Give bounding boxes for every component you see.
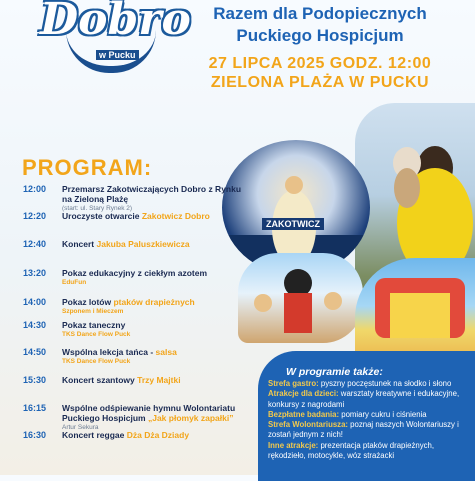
extras-key: Bezpłatne badania: bbox=[268, 409, 340, 419]
program-time: 14:00 bbox=[22, 297, 46, 307]
extras-text: poznaj naszych Wolontariuszy i zostań jednym z nich! bbox=[268, 420, 459, 440]
program-highlight: Trzy Majtki bbox=[137, 375, 181, 385]
program-highlight: ptaków drapieżnych bbox=[113, 297, 195, 307]
logo-place: w Pucku bbox=[96, 50, 139, 60]
program-desc bbox=[62, 375, 242, 385]
extras-key: Inne atrakcje: bbox=[268, 440, 319, 450]
program-time: 14:50 bbox=[22, 347, 46, 357]
extras-item bbox=[268, 410, 473, 420]
extras-text: pyszny poczęstunek na słodko i słono bbox=[318, 379, 452, 388]
program-time: 16:15 bbox=[22, 403, 46, 413]
title-line-2: Puckiego Hospicjum bbox=[236, 26, 404, 45]
program-text: Wspólna lekcja tańca - bbox=[62, 347, 156, 357]
program-performer: Szponem i Mieczem bbox=[62, 308, 124, 315]
program-desc bbox=[62, 239, 242, 249]
program-time: 12:00 bbox=[22, 184, 46, 194]
event-date: 27 LIPCA 2025 GODZ. 12:00 bbox=[208, 55, 432, 72]
program-text: Koncert bbox=[62, 239, 97, 249]
program-time: 14:30 bbox=[22, 320, 46, 330]
extras-item bbox=[268, 379, 473, 389]
program-highlight: Zakotwicz Dobro bbox=[141, 211, 210, 221]
program-highlight: „Jak płomyk zapałki” bbox=[147, 413, 234, 423]
extras-text: prezentacja ptaków drapieżnych, rękodzieło, motocykle, wóz strażacki bbox=[268, 440, 435, 461]
photo-children-mascot bbox=[238, 253, 363, 343]
program-performer: EduFun bbox=[62, 279, 87, 286]
extras-text: warsztaty kreatywne i edukacyjne, konkursy z nagrodami bbox=[268, 389, 460, 409]
logo-word: Dobro bbox=[40, 0, 191, 45]
extras-item bbox=[268, 389, 473, 410]
extras-text: pomiary cukru i ciśnienia bbox=[339, 409, 427, 419]
extras-key: Atrakcje dla dzieci: bbox=[268, 389, 339, 399]
program-text: Uroczyste otwarcie bbox=[62, 211, 142, 221]
program-time: 15:30 bbox=[22, 375, 46, 385]
program-desc bbox=[62, 430, 242, 440]
program-text: Koncert reggae bbox=[62, 430, 127, 440]
program-text: Koncert szantowy bbox=[62, 375, 138, 385]
program-desc bbox=[62, 211, 242, 221]
program-highlight: Jakuba Paluszkiewicza bbox=[96, 239, 190, 249]
kids-scene-illustration bbox=[238, 253, 363, 343]
program-text: Przemarsz Zakotwiczających Dobro z Rynku na Zieloną Plażę bbox=[62, 184, 242, 204]
program-text: Pokaz lotów bbox=[62, 297, 114, 307]
extras-key: Strefa Wolontariusza: bbox=[268, 420, 349, 430]
program-desc bbox=[62, 320, 242, 339]
program-highlight: salsa bbox=[155, 347, 177, 357]
program-desc bbox=[62, 297, 242, 316]
extras-item bbox=[268, 441, 473, 462]
program-performer: TKS Dance Flow Puck bbox=[62, 358, 131, 365]
program-desc bbox=[62, 403, 242, 432]
program-time: 12:20 bbox=[22, 211, 46, 221]
extras-heading: W programie także: bbox=[286, 366, 383, 378]
program-heading: PROGRAM: bbox=[22, 155, 153, 180]
program-highlight: Dża Dża Dziady bbox=[126, 430, 190, 440]
program-time: 12:40 bbox=[22, 239, 46, 249]
program-time: 16:30 bbox=[22, 430, 46, 440]
program-text: Wspólne odśpiewanie hymnu Wolontariatu Puckiego Hospicjum bbox=[62, 403, 236, 423]
program-performer: (start: ul. Stary Rynek 2) bbox=[62, 205, 133, 212]
program-desc bbox=[62, 184, 242, 213]
program-desc bbox=[62, 268, 242, 287]
program-performer: TKS Dance Flow Puck bbox=[62, 331, 131, 338]
extras-key: Strefa gastro: bbox=[268, 379, 319, 388]
event-location: ZIELONA PLAŻA W PUCKU bbox=[210, 74, 430, 91]
extras-panel bbox=[258, 351, 475, 481]
stage-banner: ZAKOTWICZ bbox=[262, 218, 324, 230]
extras-list bbox=[268, 379, 473, 461]
program-performer: Artur Sekura bbox=[62, 424, 99, 431]
extras-item bbox=[268, 420, 473, 441]
program-text: Pokaz edukacyjny z ciekłym azotem bbox=[62, 268, 208, 278]
program-time: 13:20 bbox=[22, 268, 46, 278]
event-logo bbox=[18, 0, 191, 70]
program-desc bbox=[62, 347, 242, 366]
title-line-1: Razem dla Podopiecznych bbox=[213, 4, 427, 23]
program-text: Pokaz taneczny bbox=[62, 320, 126, 330]
